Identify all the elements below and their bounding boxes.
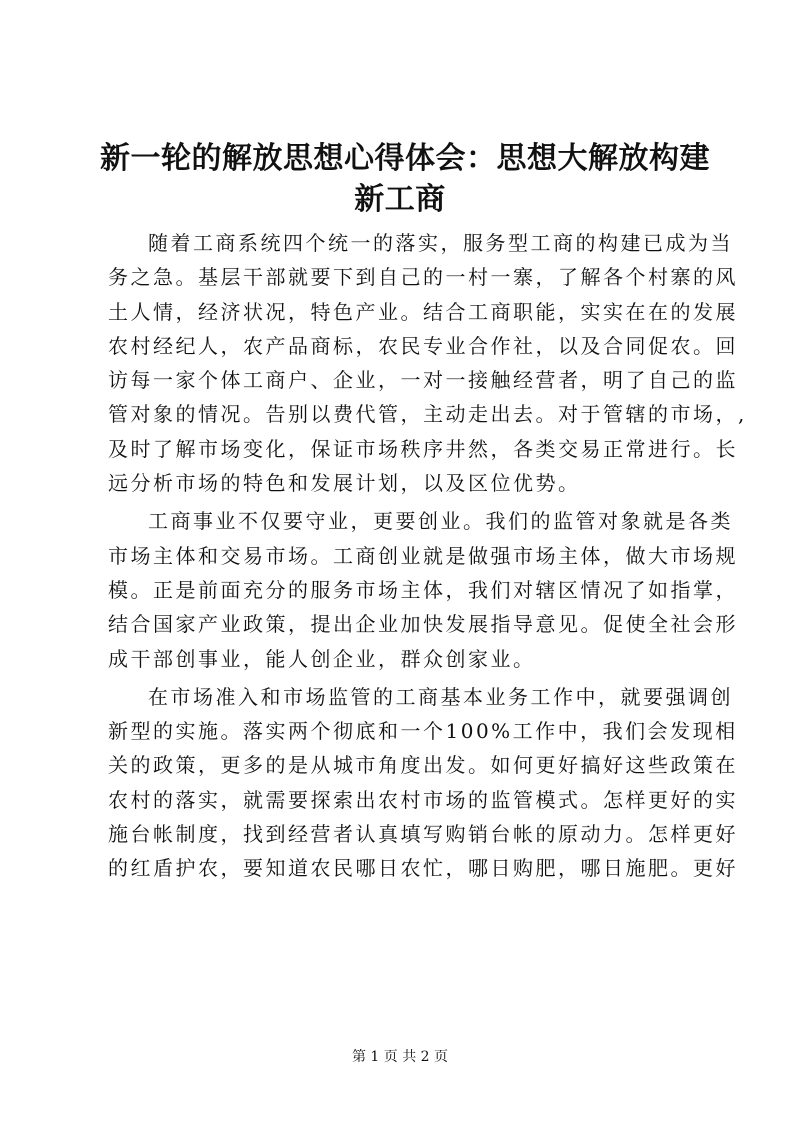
text-line: 土人情，经济状况，特色产业。结合工商职能，实实在在的发展: [108, 299, 738, 324]
text-line: 远分析市场的特色和发展计划，以及区位优势。: [108, 471, 581, 496]
text-line: 关的政策，更多的是从城市角度出发。如何更好搞好这些政策在: [108, 753, 738, 778]
text-line: 施台帐制度，找到经营者认真填写购销台帐的原动力。怎样更好: [108, 822, 738, 847]
text-line: 及时了解市场变化，保证市场秩序井然，各类交易正常进行。长: [108, 436, 738, 461]
document-body: [108, 226, 747, 890]
text-line: 随着工商系统四个统一的落实，服务型工商的构建已成为当: [148, 231, 733, 255]
text-line: 结合国家产业政策，提出企业加快发展指导意见。促使全社会形: [108, 612, 738, 637]
paragraph-2: [108, 504, 738, 675]
title-line-2: 新工商: [354, 182, 446, 217]
text-line: 工商事业不仅要守业，更要创业。我们的监管对象就是各类: [148, 509, 733, 534]
text-line: 管对象的情况。告别以费代管，主动走出去。对于管辖的市场，,: [108, 402, 747, 427]
page-footer: 第 1 页 共 2 页: [351, 1049, 449, 1065]
text-line: 市场主体和交易市场。工商创业就是做强市场主体，做大市场规: [108, 543, 738, 568]
text-line: 农村经纪人，农产品商标，农民专业合作社，以及合同促农。回: [108, 333, 738, 358]
text-line: 成干部创事业，能人创企业，群众创家业。: [108, 646, 536, 671]
text-line: 新型的实施。落实两个彻底和一个100%工作中，我们会发现相: [108, 719, 738, 744]
text-line: 在市场准入和市场监管的工商基本业务工作中，就要强调创: [148, 684, 733, 709]
paragraph-1: [108, 226, 747, 500]
text-line: 务之急。基层干部就要下到自己的一村一寨，了解各个村寨的风: [108, 265, 738, 290]
text-line: 访每一家个体工商户、企业，一对一接触经营者，明了自己的监: [108, 368, 738, 393]
text-line: 模。正是前面充分的服务市场主体，我们对辖区情况了如指掌，: [108, 577, 738, 602]
text-line: 的红盾护农，要知道农民哪日农忙，哪日购肥，哪日施肥。更好: [108, 856, 738, 881]
title-line-1: 新一轮的解放思想心得体会：思想大解放构建: [100, 141, 710, 176]
paragraph-3: [108, 680, 738, 886]
text-line: 农村的落实，就需要探索出农村市场的监管模式。怎样更好的实: [108, 787, 738, 812]
page-title: [100, 138, 710, 220]
